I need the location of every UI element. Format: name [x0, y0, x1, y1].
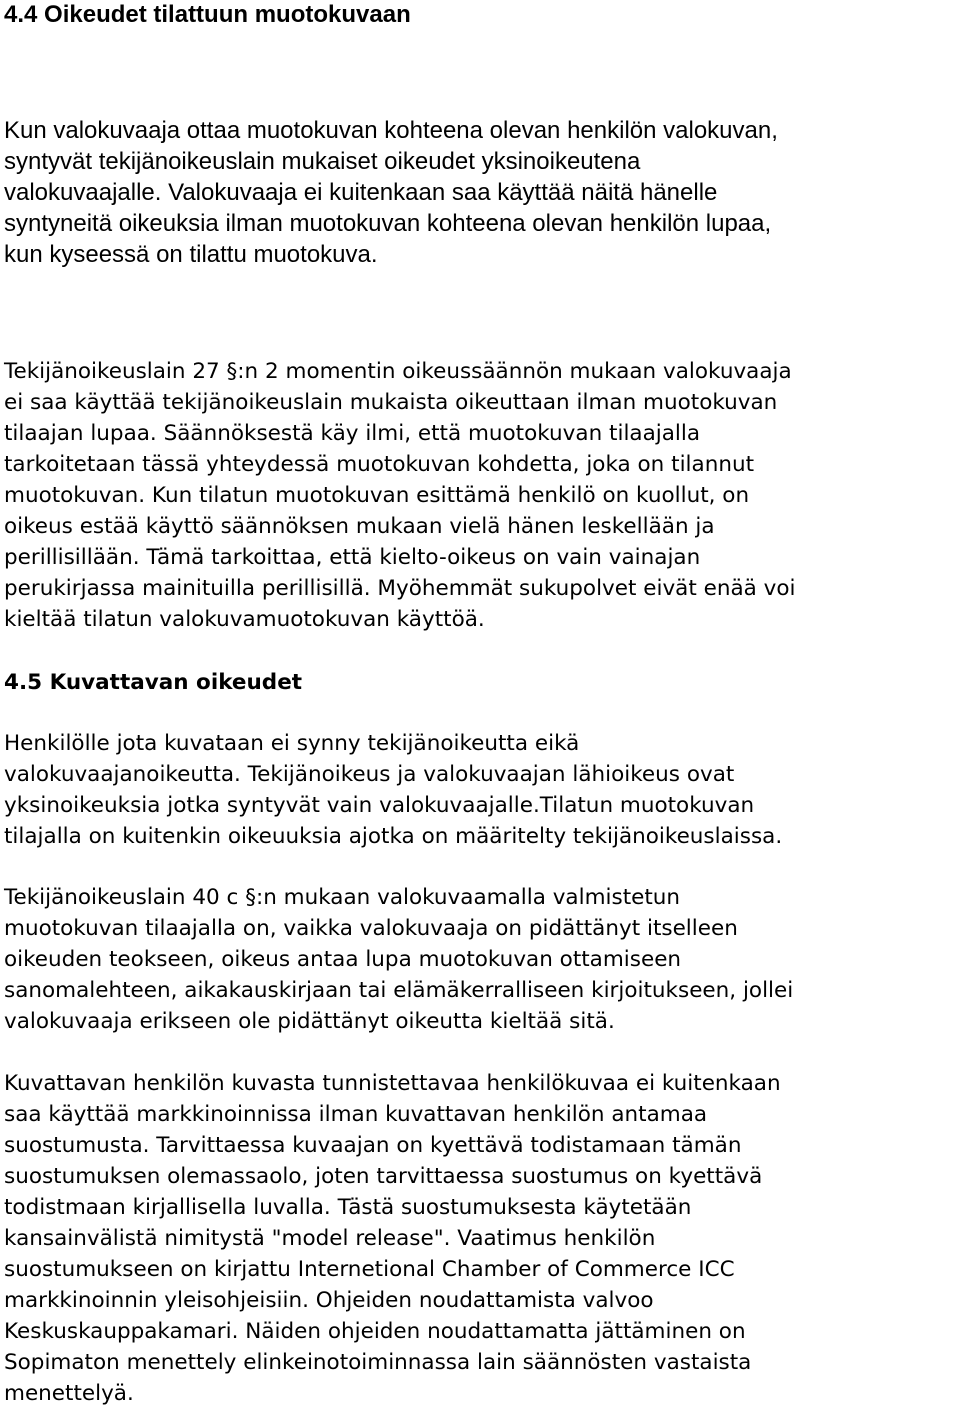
text-line: syntyneitä oikeuksia ilman muotokuvan kohteena olevan henkilön lupaa,: [4, 210, 772, 237]
text-line: Henkilölle jota kuvataan ei synny tekijänoikeutta eikä: [4, 731, 580, 756]
text-line: markkinoinnin yleisohjeisiin. Ohjeiden noudattamista valvoo: [4, 1288, 654, 1313]
text-line: ei saa käyttää tekijänoikeuslain mukaista oikeuttaan ilman muotokuvan: [4, 390, 778, 415]
text-line: tilaajan lupaa. Säännöksestä käy ilmi, että muotokuvan tilaajalla: [4, 421, 701, 446]
paragraph-model-release: [4, 1068, 781, 1409]
text-line: Kun valokuvaaja ottaa muotokuvan kohteena olevan henkilön valokuvan,: [4, 117, 778, 144]
text-line: Kuvattavan henkilön kuvasta tunnistettavaa henkilökuvaa ei kuitenkaan: [4, 1071, 781, 1096]
section-heading-4-4: 4.4 Oikeudet tilattuun muotokuvaan: [4, 1, 411, 28]
paragraph-copyright-act-40c: [4, 882, 793, 1037]
text-line: Tekijänoikeuslain 40 c §:n mukaan valokuvaamalla valmistetun: [4, 885, 681, 910]
text-line: suostumuksen olemassaolo, joten tarvittaessa suostumus on kyettävä: [4, 1164, 763, 1189]
text-line: tilajalla on kuitenkin oikeuuksia ajotka on määritelty tekijänoikeuslaissa.: [4, 824, 783, 849]
text-line: Tekijänoikeuslain 27 §:n 2 momentin oikeussäännön mukaan valokuvaaja: [4, 359, 792, 384]
paragraph-subject-rights: [4, 728, 782, 852]
text-line: oikeus estää käyttö säännöksen mukaan vielä hänen leskellään ja: [4, 514, 715, 539]
text-line: valokuvaajanoikeutta. Tekijänoikeus ja valokuvaajan lähioikeus ovat: [4, 762, 735, 787]
text-line: syntyvät tekijänoikeuslain mukaiset oikeudet yksinoikeutena: [4, 148, 641, 175]
text-line: kun kyseessä on tilattu muotokuva.: [4, 241, 378, 268]
paragraph-copyright-act-27: [4, 356, 796, 635]
text-line: muotokuvan tilaajalla on, vaikka valokuvaaja on pidättänyt itselleen: [4, 916, 738, 941]
text-line: muotokuvan. Kun tilatun muotokuvan esittämä henkilö on kuollut, on: [4, 483, 750, 508]
text-line: saa käyttää markkinoinnissa ilman kuvattavan henkilön antamaa: [4, 1102, 708, 1127]
text-line: kansainvälistä nimitystä "model release". Vaatimus henkilön: [4, 1226, 656, 1251]
text-line: sanomalehteen, aikakauskirjaan tai elämäkerralliseen kirjoitukseen, jollei: [4, 978, 794, 1003]
text-line: valokuvaajalle. Valokuvaaja ei kuitenkaan saa käyttää näitä hänelle: [4, 179, 718, 206]
text-line: suostumukseen on kirjattu Internetional Chamber of Commerce ICC: [4, 1257, 735, 1282]
text-line: Keskuskauppakamari. Näiden ohjeiden noudattamatta jättäminen on: [4, 1319, 746, 1344]
text-line: valokuvaaja erikseen ole pidättänyt oikeutta kieltää sitä.: [4, 1009, 615, 1034]
section-heading-4-5: 4.5 Kuvattavan oikeudet: [4, 670, 303, 695]
text-line: suostumusta. Tarvittaessa kuvaajan on kyettävä todistamaan tämän: [4, 1133, 742, 1158]
text-line: Sopimaton menettely elinkeinotoiminnassa lain säännösten vastaista: [4, 1350, 752, 1375]
text-line: yksinoikeuksia jotka syntyvät vain valokuvaajalle.Tilatun muotokuvan: [4, 793, 755, 818]
paragraph-ordered-portrait-rights: [4, 115, 778, 270]
text-line: perukirjassa mainituilla perillisillä. Myöhemmät sukupolvet eivät enää voi: [4, 576, 796, 601]
text-line: tarkoitetaan tässä yhteydessä muotokuvan kohdetta, joka on tilannut: [4, 452, 755, 477]
text-line: oikeuden teokseen, oikeus antaa lupa muotokuvan ottamiseen: [4, 947, 682, 972]
text-line: menettelyä.: [4, 1381, 134, 1406]
text-line: kieltää tilatun valokuvamuotokuvan käyttöä.: [4, 607, 485, 632]
text-line: todistmaan kirjallisella luvalla. Tästä suostumuksesta käytetään: [4, 1195, 692, 1220]
text-line: perillisillään. Tämä tarkoittaa, että kielto-oikeus on vain vainajan: [4, 545, 701, 570]
